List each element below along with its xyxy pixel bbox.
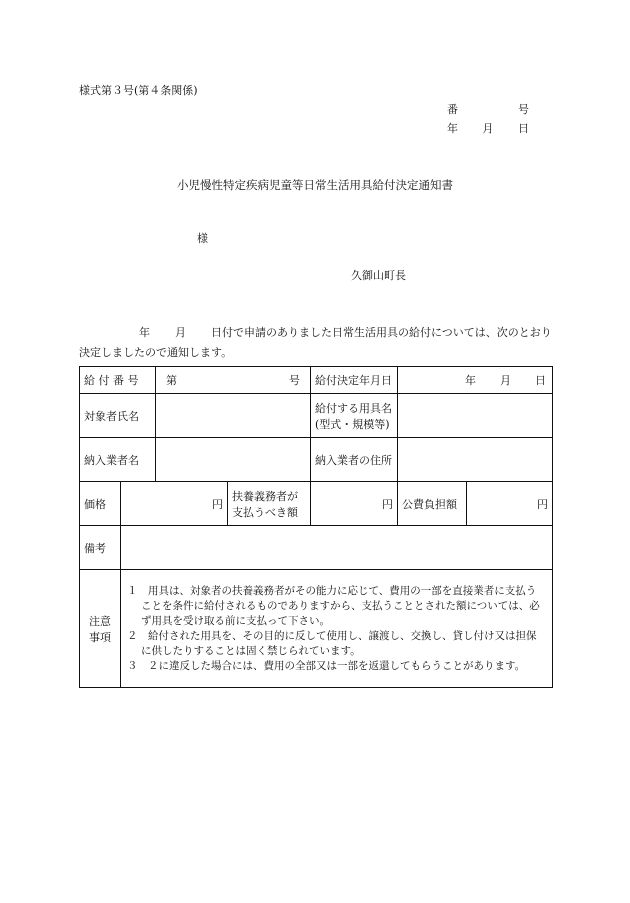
form-number: 様式第３号(第４条関係) xyxy=(79,84,198,97)
equipment-label-line1: 給付する用具名 xyxy=(315,401,392,415)
supplier-address-value[interactable] xyxy=(398,438,553,482)
benefit-number-label: 給 付 番 号 xyxy=(80,367,156,394)
subject-name-label: 対象者氏名 xyxy=(80,394,156,438)
notes-label-line2: 事項 xyxy=(89,630,111,644)
addressee-suffix: 様 xyxy=(197,232,208,245)
guardian-pay-label-line1: 扶養義務者が xyxy=(232,489,298,503)
go-label: 号 xyxy=(289,374,300,387)
price-yen: 円 xyxy=(212,497,223,511)
equipment-value[interactable] xyxy=(398,394,553,438)
subject-name-value[interactable] xyxy=(156,394,311,438)
benefit-number-value[interactable] xyxy=(156,367,311,394)
notes-content xyxy=(121,570,553,688)
note-item-2: ２ 給付された用具を、その目的に反して使用し、譲渡し、交換し、貸し付け又は担保に供したりすることは固く禁じられています。 xyxy=(127,629,537,657)
body-text: 日付で申請のありました日常生活用具の給付については、次のとおり決定しましたので通知します。 xyxy=(79,326,552,359)
note-item-3: ３ ２に違反した場合には、費用の全部又は一部を返還してもらうことがあります。 xyxy=(127,659,526,672)
public-burden-label: 公費負担額 xyxy=(398,482,467,526)
body-year: 年 xyxy=(139,326,150,339)
remarks-label: 備考 xyxy=(80,526,121,570)
body-month: 月 xyxy=(175,326,186,339)
equipment-label-line2: (型式・規模等) xyxy=(315,417,390,431)
decision-day: 日 xyxy=(535,374,546,387)
notes-label xyxy=(80,570,121,688)
document-date-line xyxy=(447,120,529,136)
decision-date-label: 給付決定年月日 xyxy=(311,367,398,394)
issuer: 久御山町長 xyxy=(351,269,406,282)
notes-label-line1: 注意 xyxy=(89,614,111,628)
decision-month: 月 xyxy=(500,374,511,387)
date-year: 年 xyxy=(447,122,458,135)
supplier-name-value[interactable] xyxy=(156,438,311,482)
benefit-table xyxy=(79,366,553,688)
number-ban: 番 xyxy=(447,103,458,116)
price-value[interactable] xyxy=(121,482,228,526)
supplier-address-label: 納入業者の住所 xyxy=(311,438,398,482)
decision-year: 年 xyxy=(465,374,476,387)
supplier-name-label: 納入業者名 xyxy=(80,438,156,482)
public-burden-yen: 円 xyxy=(537,497,548,511)
number-go: 号 xyxy=(518,103,529,116)
note-item-1: １ 用具は、対象者の扶養義務者がその能力に応じて、費用の一部を直接業者に支払うことを条件に給付されるものでありますから、支払うこととされた額については、必ず用具を受け取る前に支払って下さい。 xyxy=(127,584,540,627)
date-day: 日 xyxy=(518,122,529,135)
document-number-line xyxy=(447,101,529,117)
public-burden-value[interactable] xyxy=(467,482,553,526)
guardian-pay-label-line2: 支払うべき額 xyxy=(232,505,298,519)
guardian-pay-value[interactable] xyxy=(311,482,398,526)
price-label: 価格 xyxy=(80,482,121,526)
remarks-value[interactable] xyxy=(121,526,553,570)
document-title: 小児慢性特定疾病児童等日常生活用具給付決定通知書 xyxy=(177,178,453,192)
date-month: 月 xyxy=(482,122,494,135)
guardian-pay-label xyxy=(228,482,311,526)
dai-label: 第 xyxy=(166,374,177,387)
decision-date-value[interactable] xyxy=(398,367,553,394)
notice-body xyxy=(79,323,555,363)
guardian-pay-yen: 円 xyxy=(382,497,393,511)
equipment-label xyxy=(311,394,398,438)
